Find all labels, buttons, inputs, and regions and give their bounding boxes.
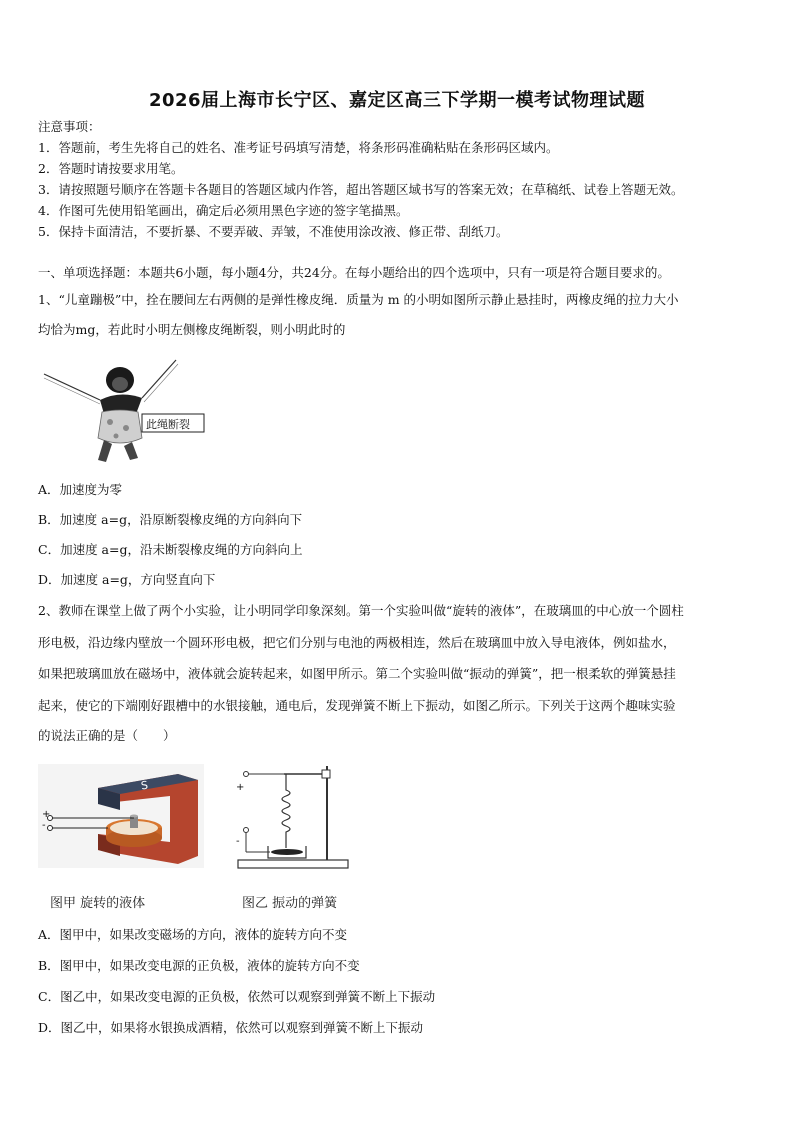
- q2-stem-line-1: 2、教师在课堂上做了两个小实验，让小明同学印象深刻。第一个实验叫做“旋转的液体”，在玻璃皿的中心放一个圆柱: [38, 603, 684, 618]
- q1-figure-label: 此绳断裂: [146, 418, 190, 431]
- notice-item-1: 1．答题前，考生先将自己的姓名、准考证号码填写清楚，将条形码准确粘贴在条形码区域内。: [38, 140, 559, 155]
- q1-stem-line-2: 均恰为mg，若此时小明左侧橡皮绳断裂，则小明此时的: [38, 322, 346, 337]
- q2-stem-line-5: 的说法正确的是（ ）: [38, 728, 176, 743]
- q2-option-c: C．图乙中，如果改变电源的正负极，依然可以观察到弹簧不断上下振动: [38, 989, 436, 1004]
- bungee-child-illustration: [38, 356, 218, 468]
- q2-figure-a: [38, 764, 204, 868]
- q2-option-a: A．图甲中，如果改变磁场的方向，液体的旋转方向不变: [38, 927, 348, 942]
- q1-option-a: A．加速度为零: [38, 482, 123, 497]
- q2-figure-a-caption: 图甲 旋转的液体: [50, 896, 146, 911]
- q1-option-b: B．加速度 a=g，沿原断裂橡皮绳的方向斜向下: [38, 512, 303, 527]
- vibrating-spring-illustration: [232, 760, 352, 872]
- magnet-pole-label: S: [140, 778, 149, 793]
- notice-item-4: 4．作图可先使用铅笔画出，确定后必须用黑色字迹的签字笔描黑。: [38, 203, 409, 218]
- q2-figure-a-minus: -: [42, 820, 46, 831]
- q2-figure-b-caption: 图乙 振动的弹簧: [242, 896, 338, 911]
- page-title: 2026届上海市长宁区、嘉定区高三下学期一模考试物理试题: [148, 90, 646, 111]
- q2-option-d: D．图乙中，如果将水银换成酒精，依然可以观察到弹簧不断上下振动: [38, 1020, 424, 1035]
- q1-option-d: D．加速度 a=g，方向竖直向下: [38, 572, 216, 587]
- q2-figure-b-plus: +: [236, 782, 245, 793]
- notice-item-3: 3．请按照题号顺序在答题卡各题目的答题区域内作答，超出答题区域书写的答案无效；在草稿纸、试卷上答题无效。: [38, 182, 684, 197]
- q1-stem-line-1: 1、“儿童蹦极”中，拴在腰间左右两侧的是弹性橡皮绳．质量为 m 的小明如图所示静止悬挂时，两橡皮绳的拉力大小: [38, 292, 679, 307]
- q2-figure-a-plus: +: [42, 809, 51, 820]
- q1-figure: [38, 356, 218, 468]
- notice-heading: 注意事项：: [38, 119, 101, 134]
- q2-figure-b-minus: -: [236, 836, 240, 847]
- notice-item-5: 5．保持卡面清洁，不要折暴、不要弄破、弄皱，不准使用涂改液、修正带、刮纸刀。: [38, 224, 509, 239]
- q2-figure-b: [232, 760, 352, 872]
- q2-stem-line-3: 如果把玻璃皿放在磁场中，液体就会旋转起来，如图甲所示。第二个实验叫做“振动的弹簧”，把一根柔软的弹簧悬挂: [38, 666, 676, 681]
- section-heading: 一、单项选择题：本题共6小题，每小题4分，共24分。在每小题给出的四个选项中，只有一项是符合题目要求的。: [38, 265, 670, 280]
- q2-stem-line-4: 起来，使它的下端刚好跟槽中的水银接触，通电后，发现弹簧不断上下振动，如图乙所示。下列关于这两个趣味实验: [38, 698, 676, 713]
- notice-item-2: 2．答题时请按要求用笔。: [38, 161, 184, 176]
- q2-option-b: B．图甲中，如果改变电源的正负极，液体的旋转方向不变: [38, 958, 360, 973]
- q2-stem-line-2: 形电极，沿边缘内壁放一个圆环形电极，把它们分别与电池的两极相连，然后在玻璃皿中放入导电液体，例如盐水，: [38, 635, 676, 650]
- rotating-liquid-illustration: [38, 764, 204, 868]
- q1-option-c: C．加速度 a=g，沿未断裂橡皮绳的方向斜向上: [38, 542, 303, 557]
